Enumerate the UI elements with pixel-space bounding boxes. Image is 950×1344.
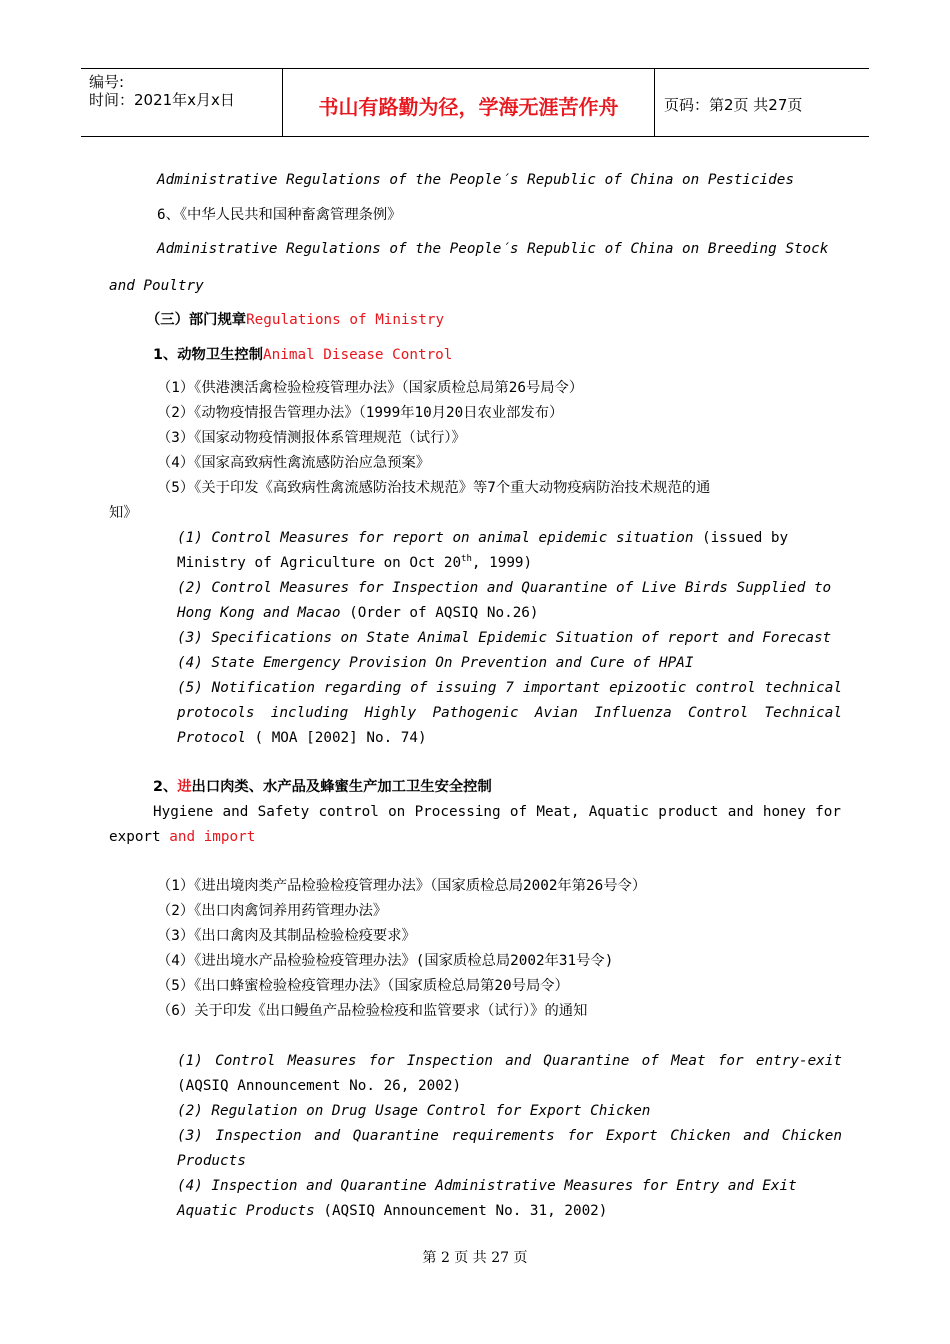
list-item-en-cont: [177, 729, 427, 747]
list-item: （4）《国家高致病性禽流感防治应急预案》: [157, 455, 431, 471]
subsection-2-en-export: export: [109, 829, 170, 845]
header-divider: [654, 69, 655, 136]
en-24-italic: Aquatic Products: [177, 1203, 315, 1219]
en-1-normal: (issued by: [693, 530, 789, 546]
list-item: （2）《动物疫情报告管理办法》（1999年10月20日农业部发布）: [157, 405, 564, 421]
list-item-en: (2) Regulation on Drug Usage Control for Export Chicken: [177, 1103, 651, 1119]
list-item-en: (3) Inspection and Quarantine requirements for Export Chicken and Chicken: [177, 1128, 842, 1144]
pesticides-regulation-en: Administrative Regulations of the People′s Republic of China on Pesticides: [157, 172, 794, 188]
subsection-2-heading: [153, 778, 492, 796]
list-item: （5）《关于印发《高致病性禽流感防治技术规范》等7个重大动物疫病防治技术规范的通: [157, 480, 711, 496]
en-1-date-pre: Ministry of Agriculture on Oct 20: [177, 555, 462, 571]
list-item-cont: 知》: [109, 505, 138, 521]
en-5-normal: ( MOA [2002] No. 74): [245, 730, 427, 746]
list-item-en: (4) State Emergency Provision On Prevention and Cure of HPAI: [177, 655, 694, 671]
en-24-normal: (AQSIQ Announcement No. 31, 2002): [314, 1203, 608, 1219]
time-label: 时间：2021年x月x日: [89, 91, 235, 109]
list-item-en: (2) Control Measures for Inspection and Quarantine of Live Birds Supplied to: [177, 580, 832, 596]
en-2-normal: (Order of AQSIQ No.26): [340, 605, 539, 621]
subsection-2-en-cont: [109, 828, 255, 846]
breeding-regulation-en-line1: Administrative Regulations of the People′s Republic of China on Breeding Stock: [157, 241, 829, 257]
number-label: 编号:: [89, 73, 125, 91]
list-item: （5）《出口蜂蜜检验检疫管理办法》（国家质检总局第20号局令）: [157, 978, 569, 994]
section-3-cn: （三）部门规章: [146, 312, 247, 328]
list-item: （3）《国家动物疫情测报体系管理规范（试行）》: [157, 430, 466, 446]
subsection-2-num: 2、: [153, 779, 178, 795]
list-item-en: (4) Inspection and Quarantine Administrative Measures for Entry and Exit: [177, 1178, 797, 1194]
list-item-en: [177, 529, 788, 547]
list-item-en: (5) Notification regarding of issuing 7 important epizootic control technical: [177, 680, 842, 696]
list-item-en-cont: [177, 554, 532, 572]
list-item: （3）《出口禽肉及其制品检验检疫要求》: [157, 928, 416, 944]
list-item-en-cont: [177, 604, 539, 622]
subsection-2-en: Hygiene and Safety control on Processing of Meat, Aquatic product and honey for: [153, 804, 841, 820]
list-item-en-cont: [177, 1202, 607, 1220]
page-footer: 第 2 页 共 27 页: [422, 1250, 528, 1266]
subsection-1-en: Animal Disease Control: [263, 347, 453, 363]
list-item: （6）关于印发《出口鳗鱼产品检验检疫和监管要求（试行）》的通知: [157, 1003, 588, 1019]
page-header: [81, 68, 869, 137]
header-motto: 书山有路勤为径，学海无涯苦作舟: [318, 95, 619, 119]
list-item: （1）《供港澳活禽检验检疫管理办法》（国家质检总局第26号局令）: [157, 380, 584, 396]
en-2-italic: Hong Kong and Macao: [177, 605, 341, 621]
header-page-info: 页码：第2页 共27页: [664, 96, 803, 114]
list-item-en: (3) Specifications on State Animal Epidemic Situation of report and Forecast: [177, 630, 832, 646]
subsection-2-cn: 出口肉类、水产品及蜂蜜生产加工卫生安全控制: [191, 779, 492, 795]
list-item: （4）《进出境水产品检验检疫管理办法》(国家质检总局2002年31号令): [157, 953, 614, 969]
list-item: （1）《进出境肉类产品检验检疫管理办法》（国家质检总局2002年第26号令）: [157, 878, 647, 894]
section-3-heading: [146, 311, 444, 329]
en-5-italic: Protocol: [177, 730, 246, 746]
list-item-en-cont: Products: [177, 1153, 246, 1169]
en-1-italic: (1) Control Measures for report on animal epidemic situation: [177, 530, 694, 546]
breeding-regulation-cn: 6、《中华人民共和国种畜禽管理条例》: [157, 207, 402, 223]
en-1-date-sup: th: [461, 554, 472, 565]
subsection-1-cn: 1、动物卫生控制: [153, 347, 264, 363]
subsection-2-red: 进: [177, 779, 192, 795]
breeding-regulation-en-line2: and Poultry: [109, 278, 204, 294]
list-item-en-cont: (AQSIQ Announcement No. 26, 2002): [177, 1078, 462, 1094]
en-1-date-post: , 1999): [471, 555, 533, 571]
list-item-en-cont: protocols including Highly Pathogenic Avian Influenza Control Technical: [177, 705, 842, 721]
section-3-en: Regulations of Ministry: [246, 312, 445, 328]
subsection-2-en-import: and import: [169, 829, 256, 845]
subsection-1-heading: [153, 346, 452, 364]
list-item: （2）《出口肉禽饲养用药管理办法》: [157, 903, 388, 919]
list-item-en: (1) Control Measures for Inspection and Quarantine of Meat for entry-exit: [177, 1053, 842, 1069]
header-meta: [89, 73, 235, 109]
